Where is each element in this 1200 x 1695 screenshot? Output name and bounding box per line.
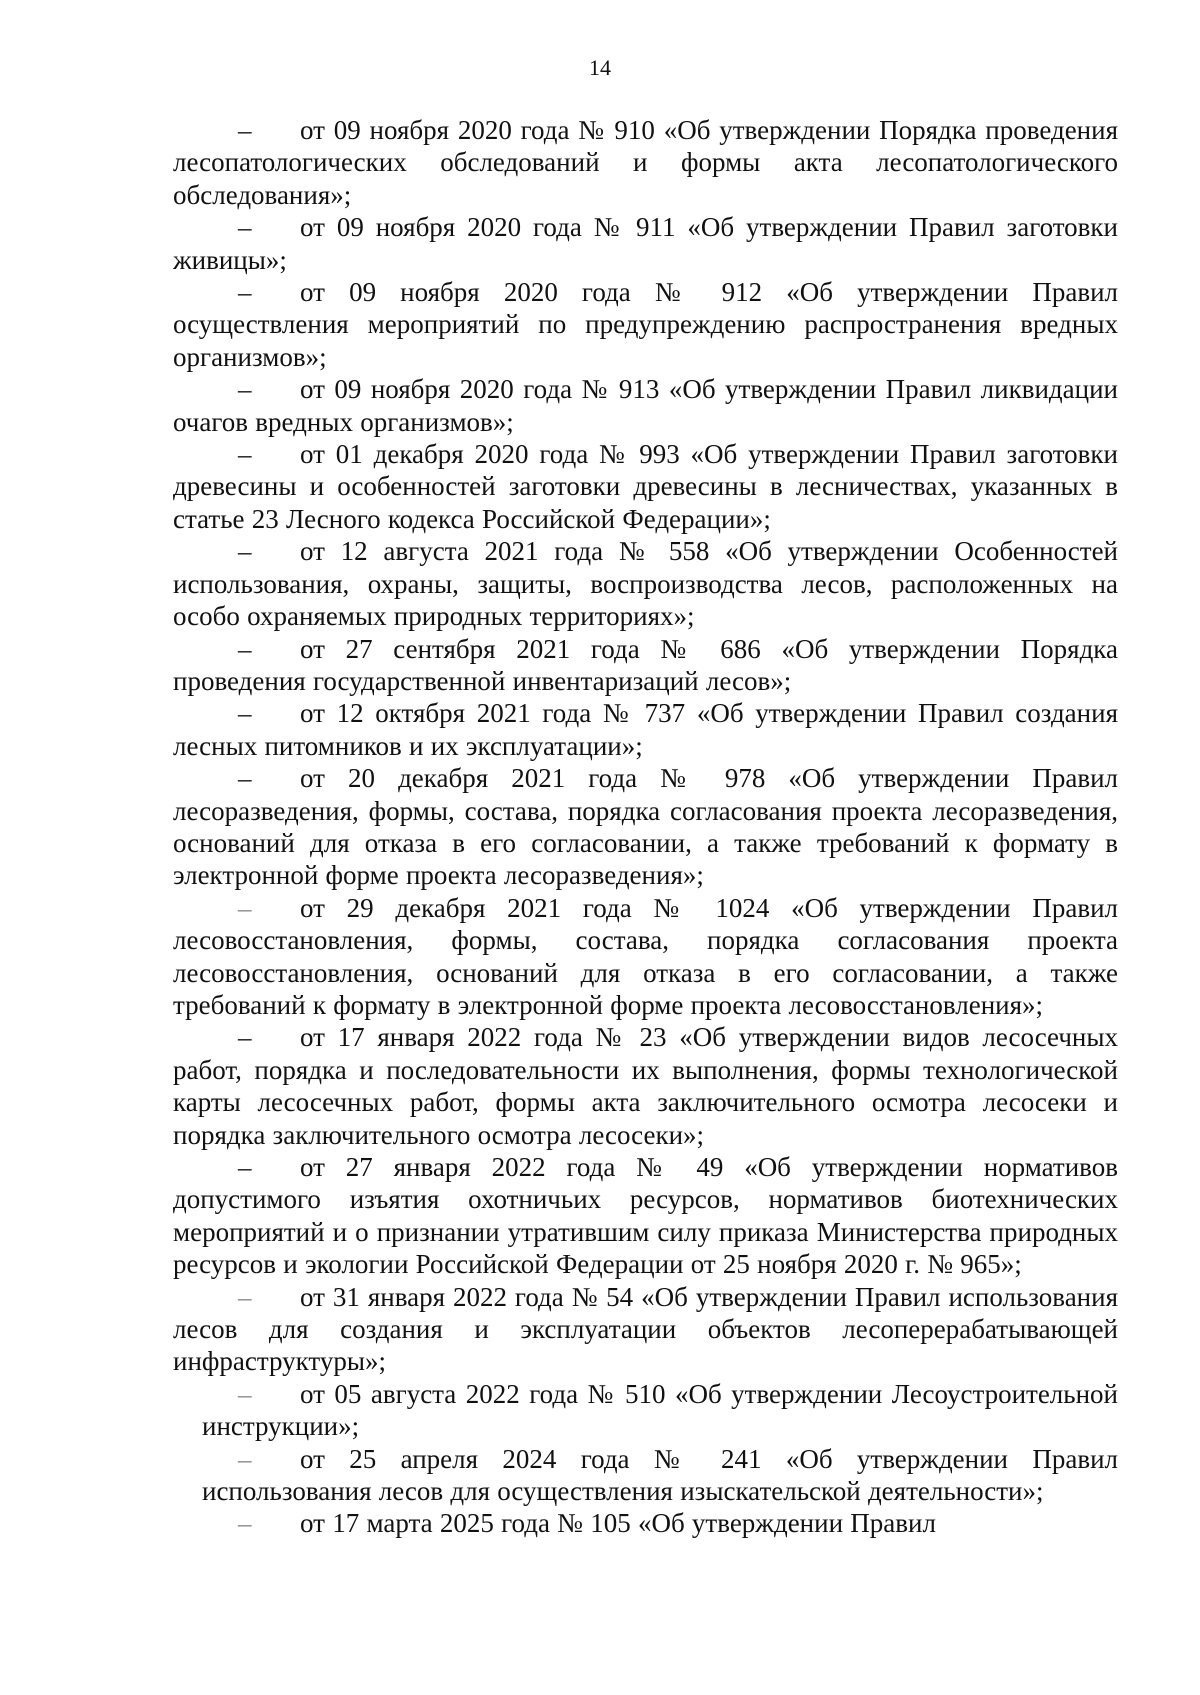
list-item-text: от 09 ноября 2020 года № 910 «Об утверждении Порядка проведения лесопатологических обследований и формы акта лесопатологического обследования»; [173,115,1118,210]
dash-marker: – [238,763,252,794]
list-item [173,1281,1118,1378]
list-item [173,1151,1118,1281]
dash-marker: – [238,536,252,567]
list-item-text: от 31 января 2022 года № 54 «Об утверждении Правил использования лесов для создания и эксплуатации объектов лесоперерабатывающей инфраструктуры»; [173,1281,1118,1377]
dash-marker: – [238,374,252,405]
list-item-text: от 27 января 2022 года № 49 «Об утверждении нормативов допустимого изъятия охотничьих ресурсов, нормативов биотехнических мероприятий и о признании утратившим силу приказа Министерства природных ресурсов и экологии Российской Федерации от 25 ноября 2020 г. № 965»; [173,1152,1118,1280]
list-item [173,1378,1118,1443]
list-item [173,535,1118,632]
dash-marker: – [238,439,252,470]
dash-marker: – [238,633,252,664]
list-item-text: от 05 августа 2022 года № 510 «Об утверждении Лесоустроительной инструкции»; [202,1378,1118,1442]
list-item [173,1507,1118,1539]
dash-marker: – [238,1281,252,1312]
list-item [173,1021,1118,1151]
list-item [173,1443,1118,1508]
list-item-text: от 17 марта 2025 года № 105 «Об утверждении Правил [300,1508,936,1539]
list-item [173,762,1118,892]
dash-marker: – [238,892,252,923]
dash-marker: – [238,212,252,243]
dash-marker: – [238,1152,252,1182]
list-item [173,892,1118,1022]
list-item-text: от 12 октября 2021 года № 737 «Об утверждении Правил создания лесных питомников и их эксплуатации»; [173,698,1118,761]
list-item [173,211,1118,276]
list-item-text: от 29 декабря 2021 года № 1024 «Об утверждении Правил лесовосстановления, формы, состава, порядка согласования проекта лесовосстановления, оснований для отказа в его согласовании, а также требований к формату в электронной форме проекта лесовосстановления»; [173,892,1118,1020]
list-item-text: от 20 декабря 2021 года № 978 «Об утверждении Правил лесоразведения, формы, состава, порядка согласования проекта лесоразведения, оснований для отказа в его согласовании, а также требований к формату в электронной форме проекта лесоразведения»; [173,763,1118,891]
list-item-text: от 09 ноября 2020 года № 912 «Об утверждении Правил осуществления мероприятий по предупреждению распространения вредных организмов»; [173,277,1118,372]
list-item-text: от 12 августа 2021 года № 558 «Об утверждении Особенностей использования, охраны, защиты, воспроизводства лесов, расположенных на особо охраняемых природных территориях»; [173,536,1118,632]
list-item-text: от 09 ноября 2020 года № 911 «Об утверждении Правил заготовки живицы»; [173,212,1118,275]
page-number: 14 [589,55,611,80]
dash-marker: – [238,1022,252,1053]
list-item [173,697,1118,762]
list-item [173,373,1118,438]
list-item-text: от 09 ноября 2020 года № 913 «Об утверждении Правил ликвидации очагов вредных организмов»; [173,374,1118,437]
dash-marker: – [238,1378,252,1409]
dash-marker: – [238,277,252,308]
list-item [173,114,1118,211]
list-item [173,276,1118,373]
list-item-text: от 17 января 2022 года № 23 «Об утверждении видов лесосечных работ, порядка и последовательности их выполнения, формы технологической карты лесосечных работ, формы акта заключительного осмотра лесосеки и порядка заключительного осмотра лесосеки»; [173,1022,1118,1150]
list-item [173,438,1118,535]
dash-marker: – [238,115,252,145]
regulation-list [173,114,1118,1540]
dash-marker: – [238,1443,252,1474]
list-item-text: от 27 сентября 2021 года № 686 «Об утверждении Порядка проведения государственной инвентаризаций лесов»; [173,633,1118,696]
dash-marker: – [238,698,252,729]
list-item-text: от 25 апреля 2024 года № 241 «Об утверждении Правил использования лесов для осуществления изыскательской деятельности»; [202,1443,1118,1507]
list-item-text: от 01 декабря 2020 года № 993 «Об утверждении Правил заготовки древесины и особенностей заготовки древесины в лесничествах, указанных в статье 23 Лесного кодекса Российской Федерации»; [173,439,1118,534]
list-item [173,633,1118,698]
dash-marker: – [238,1508,252,1539]
